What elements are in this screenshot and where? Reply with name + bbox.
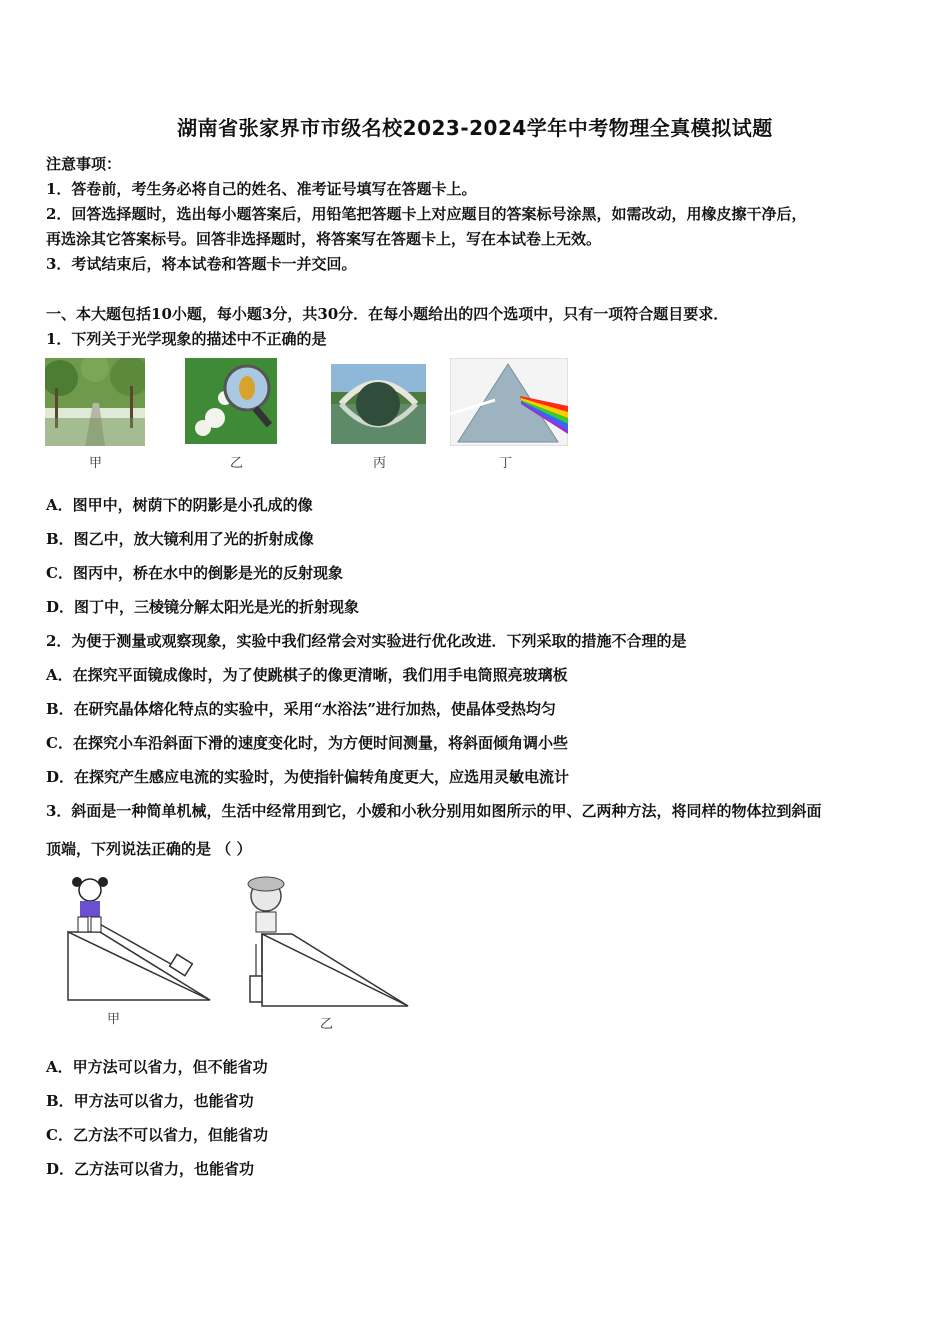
prism-dispersion-image xyxy=(450,358,568,446)
q3-option-a: A．甲方法可以省力，但不能省功 xyxy=(46,1058,268,1076)
figure-caption: 甲 xyxy=(107,1012,121,1027)
tree-shade-image xyxy=(45,358,145,446)
incline-method-b-figure xyxy=(240,872,412,1012)
q1-option-a: A．图甲中，树荫下的阴影是小孔成的像 xyxy=(46,496,313,514)
q3-option-c: C．乙方法不可以省力，但能省功 xyxy=(46,1126,268,1144)
magnifier-image xyxy=(185,358,277,444)
notice-heading: 注意事项： xyxy=(46,155,122,173)
figure-caption: 丁 xyxy=(499,456,513,471)
figure-caption: 乙 xyxy=(320,1017,334,1032)
section-heading: 一、本大题包括10小题，每小题3分，共30分．在每小题给出的四个选项中，只有一项符合题目要求． xyxy=(46,305,729,323)
q2-option-d: D．在探究产生感应电流的实验时，为使指针偏转角度更大，应选用灵敏电流计 xyxy=(46,768,570,786)
figure-caption: 甲 xyxy=(89,456,103,471)
figure-caption: 乙 xyxy=(230,456,244,471)
incline-method-a-figure xyxy=(60,872,220,1004)
question-2-stem: 2．为便于测量或观察现象，实验中我们经常会对实验进行优化改进．下列采取的措施不合理的是 xyxy=(46,632,687,650)
question-3-stem-cont: 顶端，下列说法正确的是 （ ） xyxy=(46,840,252,858)
q1-option-c: C．图丙中，桥在水中的倒影是光的反射现象 xyxy=(46,564,343,582)
q3-option-b: B．甲方法可以省力，也能省功 xyxy=(46,1092,254,1110)
figure-caption: 丙 xyxy=(373,456,387,471)
q2-option-a: A．在探究平面镜成像时，为了使跳棋子的像更清晰，我们用手电筒照亮玻璃板 xyxy=(46,666,568,684)
notice-item: 3．考试结束后，将本试卷和答题卡一并交回。 xyxy=(46,255,357,273)
q1-option-d: D．图丁中，三棱镜分解太阳光是光的折射现象 xyxy=(46,598,360,616)
q3-option-d: D．乙方法可以省力，也能省功 xyxy=(46,1160,255,1178)
question-3-stem: 3．斜面是一种简单机械，生活中经常用到它，小媛和小秋分别用如图所示的甲、乙两种方法，将同样的物体拉到斜面 xyxy=(46,802,822,820)
notice-item: 1．答卷前，考生务必将自己的姓名、准考证号填写在答题卡上。 xyxy=(46,180,477,198)
bridge-reflection-image xyxy=(331,364,426,444)
q2-option-b: B．在研究晶体熔化特点的实验中，采用“水浴法”进行加热，使晶体受热均匀 xyxy=(46,700,556,718)
notice-item: 再选涂其它答案标号。回答非选择题时，将答案写在答题卡上，写在本试卷上无效。 xyxy=(46,230,602,248)
notice-item: 2．回答选择题时，选出每小题答案后，用铅笔把答题卡上对应题目的答案标号涂黑，如需改动，用橡皮擦干净后， xyxy=(46,205,807,223)
q2-option-c: C．在探究小车沿斜面下滑的速度变化时，为方便时间测量，将斜面倾角调小些 xyxy=(46,734,568,752)
q1-option-b: B．图乙中，放大镜利用了光的折射成像 xyxy=(46,530,314,548)
question-1-stem: 1．下列关于光学现象的描述中不正确的是 xyxy=(46,330,327,348)
page-title: 湖南省张家界市市级名校2023-2024学年中考物理全真模拟试题 xyxy=(177,116,773,140)
